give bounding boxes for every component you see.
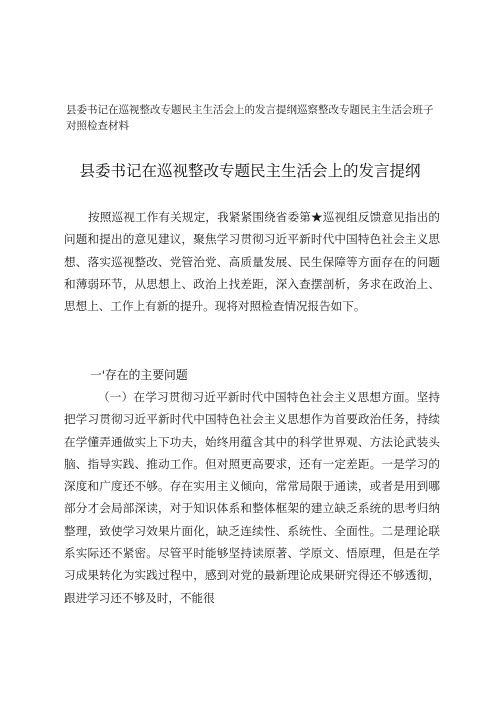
intro-paragraph: 按照巡视工作有关规定，我紧紧围绕省委第★巡视组反馈意见指出的问题和提出的意见建议，聚焦学习贯彻习近平新时代中国特色社会主义思想、落实巡视整改、党管治党、高质量发展、民生保障等方面存在的问题和薄弱环节，从思想上、政治上找差距，深入查摆剖析，务求在政治上、思想上、工作上有新的提升。现将对照检查情况报告如下。 (64, 210, 440, 314)
document-header: 县委书记在巡视整改专题民主生活会上的发言提纲巡察整改专题民主生活会班子对照检查材料 (66, 104, 434, 132)
section-paragraph: （一）在学习贯彻习近平新时代中国特色社会主义思想方面。坚持把学习贯彻习近平新时代中国特色社会主义思想作为首要政治任务，持续在学懂弄通做实上下功夫，始终用蕴含其中的科学世界观、方法论武装头脑、指导实践、推动工作。但对照更高要求，还有一定差距。一是学习的深度和广度还不够。存在实用主义倾向，常常局限于通读，或者是用到哪部分才会局部深读，对于知识体系和整体框架的建立缺乏系统的思考归纳整理，致使学习效果片面化，缺乏连续性、系统性、全面性。二是理论联系实际还不紧密。尽管平时能够坚持读原著、学原文、悟原理，但是在学习成果转化为实践过程中，感到对党的最新理论成果研究得还不够透彻，跟进学习还不够及时，不能很 (64, 390, 440, 605)
document-title: 县委书记在巡视整改专题民主生活会上的发言提纲 (79, 162, 421, 180)
section-heading: 一'存在的主要问题 (90, 368, 188, 382)
